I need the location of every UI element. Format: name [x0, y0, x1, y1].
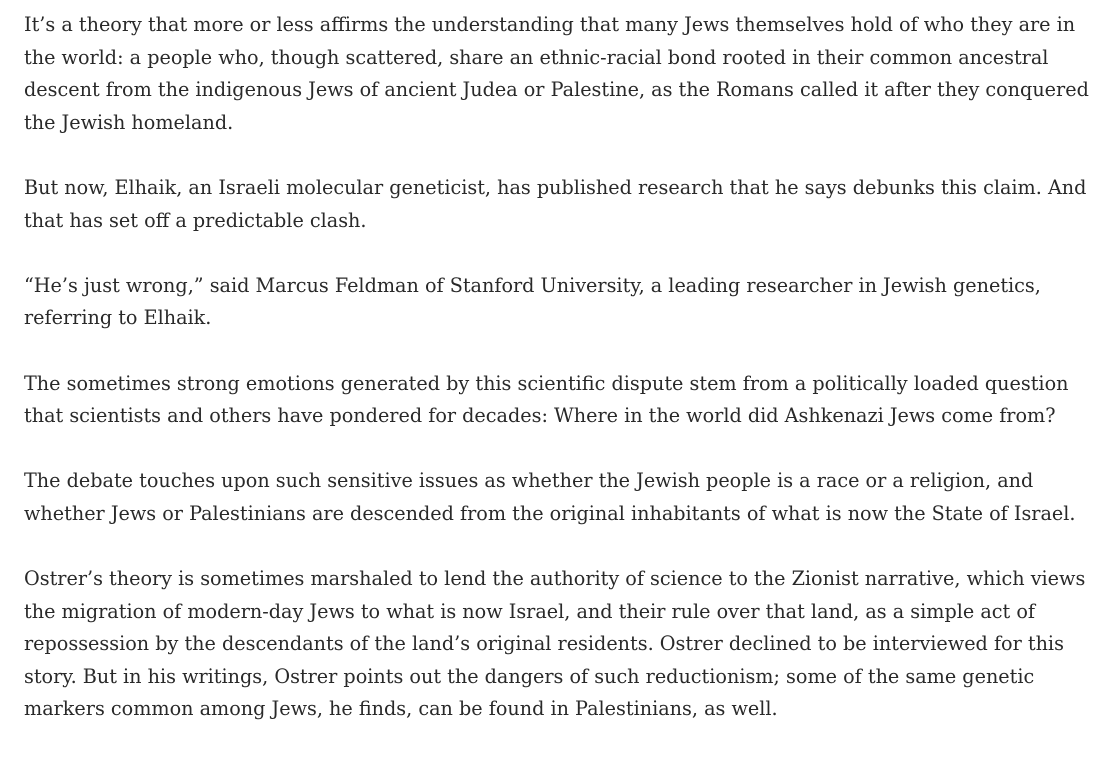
- article-paragraph-4: The sometimes strong emotions generated by this scientific dispute stem from a politically loaded question that scientists and others have pondered for decades: Where in the world did Ashkenazi Jews come from?: [24, 371, 1069, 428]
- article-paragraph-5: The debate touches upon such sensitive issues as whether the Jewish people is a race or a religion, and whether Jews or Palestinians are descended from the original inhabitants of what is now the State of Israel.: [24, 469, 1076, 525]
- article-paragraph-2: But now, Elhaik, an Israeli molecular geneticist, has published research that he says debunks this claim. And that has set off a predictable clash.: [24, 175, 1087, 232]
- article-paragraph-6: Ostrer’s theory is sometimes marshaled to lend the authority of science to the Zionist narrative, which views the migration of modern-day Jews to what is now Israel, and their rule over that land, as a simple act of repossession by the descendants of the land’s original residents. Ostrer declined to be interviewed for this story. But in his writings, Ostrer points out the dangers of such reductionism; some of the same genetic markers common among Jews, he finds, can be found in Palestinians, as well.: [24, 567, 1086, 721]
- article-body: [24, 9, 1104, 759]
- article-paragraph-3: “He’s just wrong,” said Marcus Feldman of Stanford University, a leading researcher in Jewish genetics, referring to Elhaik.: [24, 273, 1041, 330]
- article-paragraph-1: It’s a theory that more or less affirms the understanding that many Jews themselves hold of who they are in the world: a people who, though scattered, share an ethnic-racial bond rooted in their common ancestral descent from the indigenous Jews of ancient Judea or Palestine, as the Romans called it after they conquered the Jewish homeland.: [24, 13, 1089, 134]
